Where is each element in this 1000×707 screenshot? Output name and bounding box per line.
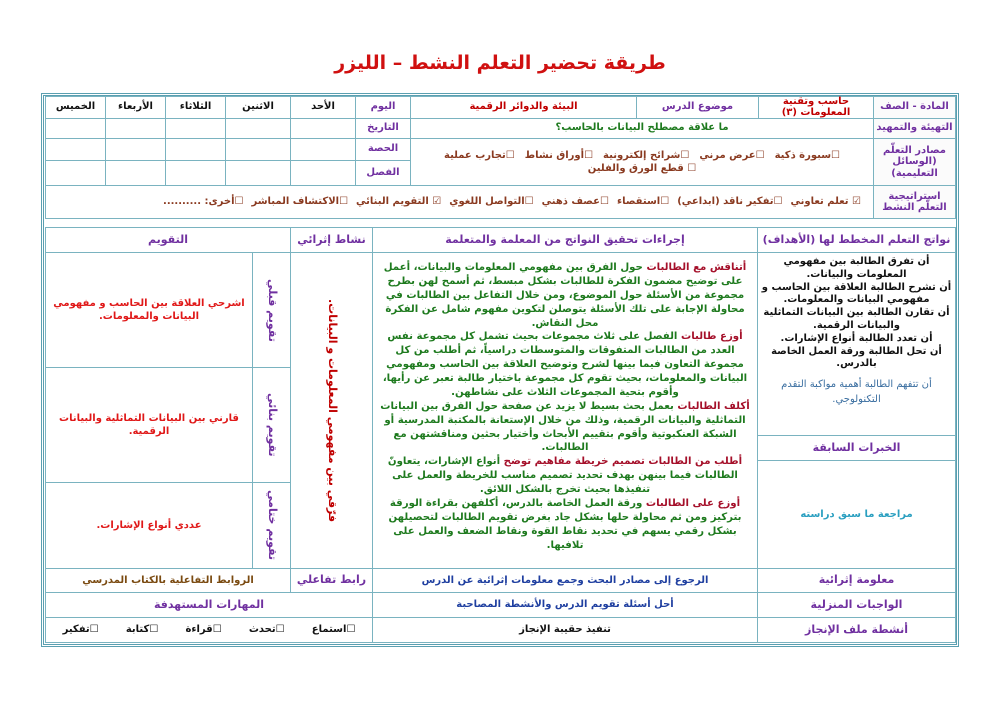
day-entry-cell[interactable] [105, 118, 166, 139]
eval-label: تقويم بنائي [265, 393, 279, 457]
strategy-checkbox[interactable]: ☑ تعلم تعاوني [790, 195, 861, 207]
enrichment-header: نشاط إثرائي [290, 227, 373, 253]
strategy-checkbox[interactable]: ☑ التقويم البنائي [356, 195, 442, 207]
objective-item: أن تعدد الطالبة أنواع الإشارات. [780, 332, 933, 344]
day-entry-cell[interactable] [165, 160, 226, 186]
strategy-checkbox[interactable]: ☐الاكتشاف المباشر [251, 195, 349, 207]
checked-box-icon: ☑ [428, 195, 442, 207]
prior-header: الخبرات السابقة [757, 435, 956, 461]
eval-label: تقويم قبلي [265, 278, 279, 342]
day-entry-cell[interactable] [45, 118, 106, 139]
procedure-step: أكلف الطالبات بعمل بحث بسيط لا يزيد عن صفحة حول الفرق بين البيانات التماثلية والبيانات الرقمية، وذلك من خلال الإستعانة بالمكتبة المدرسية أو الشبكة العنكبوتية وأقوم بتقييم الأبحاث وأختيار بحثين ومناقشتهن مع الطالبات. [380, 400, 750, 454]
interactive-link[interactable]: الروابط التفاعلية بالكتاب المدرسي [45, 568, 291, 593]
unchecked-box-icon: ☐ [234, 195, 244, 207]
objective-extra: أن تتفهم الطالبة أهمية مواكبة التقدم التكنولوجي. [781, 379, 932, 406]
day-monday: الاثنين [225, 96, 291, 119]
resource-checkbox[interactable]: ☐تجارب عملية [444, 150, 515, 161]
skill-checkbox[interactable]: ☐استماع [311, 624, 356, 636]
topic-value: البيئة والدوائر الرقمية [410, 96, 637, 119]
procedures-header: إجراءات تحقيق النواتج من المعلمة والمتعلمة [372, 227, 758, 253]
warmup-value: ما علاقة مصطلح البيانات بالحاسب؟ [410, 118, 874, 139]
skill-checkbox[interactable]: ☐تحدث [248, 624, 285, 636]
procedure-step: أتناقش مع الطالبات حول الفرق بين مفهومي المعلومات والبيانات، أعمل على توضيح مضمون الفكرة للطالبات بشكل مبسط، ثم أسمح لهن بطرح مجموعة من الأسئلة حول الموضوع، ومن خلال التفاعل بين الطالبات في محاولة الإجابة على تلك الأسئلة يتوصلن لتكوين مفهوم شامل عن الفكرة محل النقاش. [383, 262, 747, 329]
eval-label-cell [252, 252, 291, 368]
date-label: التاريخ [355, 118, 411, 139]
day-entry-cell[interactable] [225, 138, 291, 161]
day-thursday: الخميس [45, 96, 106, 119]
day-wednesday: الأربعاء [105, 96, 166, 119]
procedures-body [372, 252, 758, 569]
day-entry-cell[interactable] [290, 118, 356, 139]
subject-label: المادة - الصف [873, 96, 956, 119]
subject-value: حاسب وتقنية المعلومات (٣) [758, 96, 874, 119]
prior-value: مراجعة ما سبق دراسته [757, 460, 956, 569]
strategy-checkbox[interactable]: ☐استقصاء [616, 195, 670, 207]
unchecked-box-icon: ☐ [660, 195, 670, 207]
day-entry-cell[interactable] [290, 138, 356, 161]
objective-item: أن تشرح الطالبة العلاقة بين الحاسب و مفهومي البيانات والمعلومات. [761, 281, 952, 306]
strategy-label: استراتيجية التعلّم النشط [873, 185, 956, 219]
skills-list [45, 617, 373, 643]
day-entry-cell[interactable] [105, 138, 166, 161]
skills-header: المهارات المستهدفة [45, 592, 373, 618]
day-entry-cell[interactable] [165, 118, 226, 139]
objective-item: أن تحل الطالبة ورقة العمل الخاصة بالدرس. [771, 345, 942, 370]
skill-checkbox[interactable]: ☐قراءة [185, 624, 222, 636]
eval-label-cell [252, 367, 291, 483]
strategy-checkbox[interactable]: ☐التواصل اللغوي [449, 195, 534, 207]
resource-checkbox[interactable]: ☐عرض مرني [699, 150, 765, 161]
procedure-step: أوزع طالبات الفصل على ثلاث مجموعات بحيث تشمل كل مجموعة نفس العدد من الطالبات المتفوقات والمتوسطات دراسياً، ثم أطلب من كل مجموعة التعاون فيما بينها لشرح وتوضيح العلاقة بين الحاسب ومفهومي البيانات والمعلومات، بحيث تقوم كل مجموعة باختيار طالبة تعبر عن رأيها، وأقوم بتحية المجموعات الثلاث على نشاطهن. [382, 331, 748, 398]
unchecked-box-icon: ☐ [599, 195, 609, 207]
warmup-label: التهيئة والتمهيد [873, 118, 956, 139]
day-entry-cell[interactable] [105, 160, 166, 186]
strategy-checkbox[interactable]: ☐أخرى: .......... [163, 195, 244, 207]
enrich-info-value: الرجوع إلى مصادر البحث وجمع معلومات إثرائية عن الدرس [372, 568, 758, 593]
enrich-info-label: معلومة إثرائية [757, 568, 956, 593]
portfolio-value: تنفيذ حقيبة الإنجاز [372, 617, 758, 643]
resource-checkbox[interactable]: ☐سبورة ذكية [774, 150, 840, 161]
eval-value: قارني بين البيانات التماثلية والبيانات الرقمية. [45, 367, 253, 483]
objectives-list [757, 252, 956, 436]
topic-label: موضوع الدرس [636, 96, 759, 119]
skill-checkbox[interactable]: ☐تفكير [62, 624, 99, 636]
day-entry-cell[interactable] [165, 138, 226, 161]
checked-box-icon: ☑ [848, 195, 861, 207]
eval-label-cell [252, 482, 291, 569]
portfolio-label: أنشطة ملف الإنجاز [757, 617, 956, 643]
eval-value: عددي أنواع الإشارات. [45, 482, 253, 569]
resource-checkbox[interactable]: ☐ قطع الورق والفلين [587, 163, 697, 174]
resource-checkbox[interactable]: ☐شرائح إلكترونية [603, 150, 690, 161]
objectives-header: نواتج التعلم المخطط لها (الأهداف) [757, 227, 956, 253]
unchecked-box-icon: ☐ [524, 195, 534, 207]
eval-value: اشرحي العلاقة بين الحاسب و مفهومي البيانات والمعلومات. [45, 252, 253, 368]
day-entry-cell[interactable] [225, 160, 291, 186]
enrichment-cell [290, 252, 373, 569]
resources-list [410, 138, 874, 186]
objective-item: أن تقارن الطالبة بين البيانات التماثلية والبيانات الرقمية. [763, 307, 950, 331]
skill-checkbox[interactable]: ☐كتابة [125, 624, 159, 636]
enrichment-value: فرّقي بين مفهومي المعلومات و البيانات. [325, 298, 339, 523]
strategy-checkbox[interactable]: ☐عصف ذهني [541, 195, 609, 207]
page-title: طريقة تحضير التعلم النشط – الليزر [334, 52, 666, 74]
strategy-checkbox[interactable]: ☐تفكير ناقد (ابداعي) [677, 195, 783, 207]
day-entry-cell[interactable] [290, 160, 356, 186]
strategy-list [45, 185, 874, 219]
procedure-step: أوزع على الطالبات ورقة العمل الخاصة بالدرس، أكلفهن بقراءة الورقة بتركيز ومن ثم محاولة حلها بشكل جاد بغرض تقويم الطالبات لتحصيلهن بشكل رقمي يسهم في تحديد نقاط القوة ونقاط الضعف والعمل على تلافيها. [388, 497, 742, 551]
interactive-label: رابط تفاعلي [290, 568, 373, 593]
unchecked-box-icon: ☐ [339, 195, 349, 207]
day-entry-cell[interactable] [45, 138, 106, 161]
resources-label: مصادر التعلّم (الوسائل التعليمية) [873, 138, 956, 186]
homework-value: أحل أسئلة تقويم الدرس والأنشطة المصاحبة [372, 592, 758, 618]
day-tuesday: الثلاثاء [165, 96, 226, 119]
day-sunday: الأحد [290, 96, 356, 119]
procedure-step: أطلب من الطالبات تصميم خريطة مفاهيم توضح أنواع الإشارات، يتعاونّ الطالبات فيما بينهن بهدف تحديد تصميم مناسب للخريطة والعمل على تنفيذها بحيث تخرج بالشكل اللائق. [387, 456, 743, 495]
objective-item: أن تفرق الطالبة بين مفهومي المعلومات والبيانات. [783, 256, 930, 280]
evaluation-header: التقويم [45, 227, 291, 253]
resource-checkbox[interactable]: ☐أوراق نشاط [524, 150, 594, 161]
day-entry-cell[interactable] [225, 118, 291, 139]
period-label: الحصة [355, 138, 411, 161]
day-entry-cell[interactable] [45, 160, 106, 186]
class-label: الفصل [355, 160, 411, 186]
eval-label: تقويم ختامي [265, 490, 279, 561]
homework-label: الواجبات المنزلية [757, 592, 956, 618]
unchecked-box-icon: ☐ [773, 195, 783, 207]
day-label: اليوم [355, 96, 411, 119]
